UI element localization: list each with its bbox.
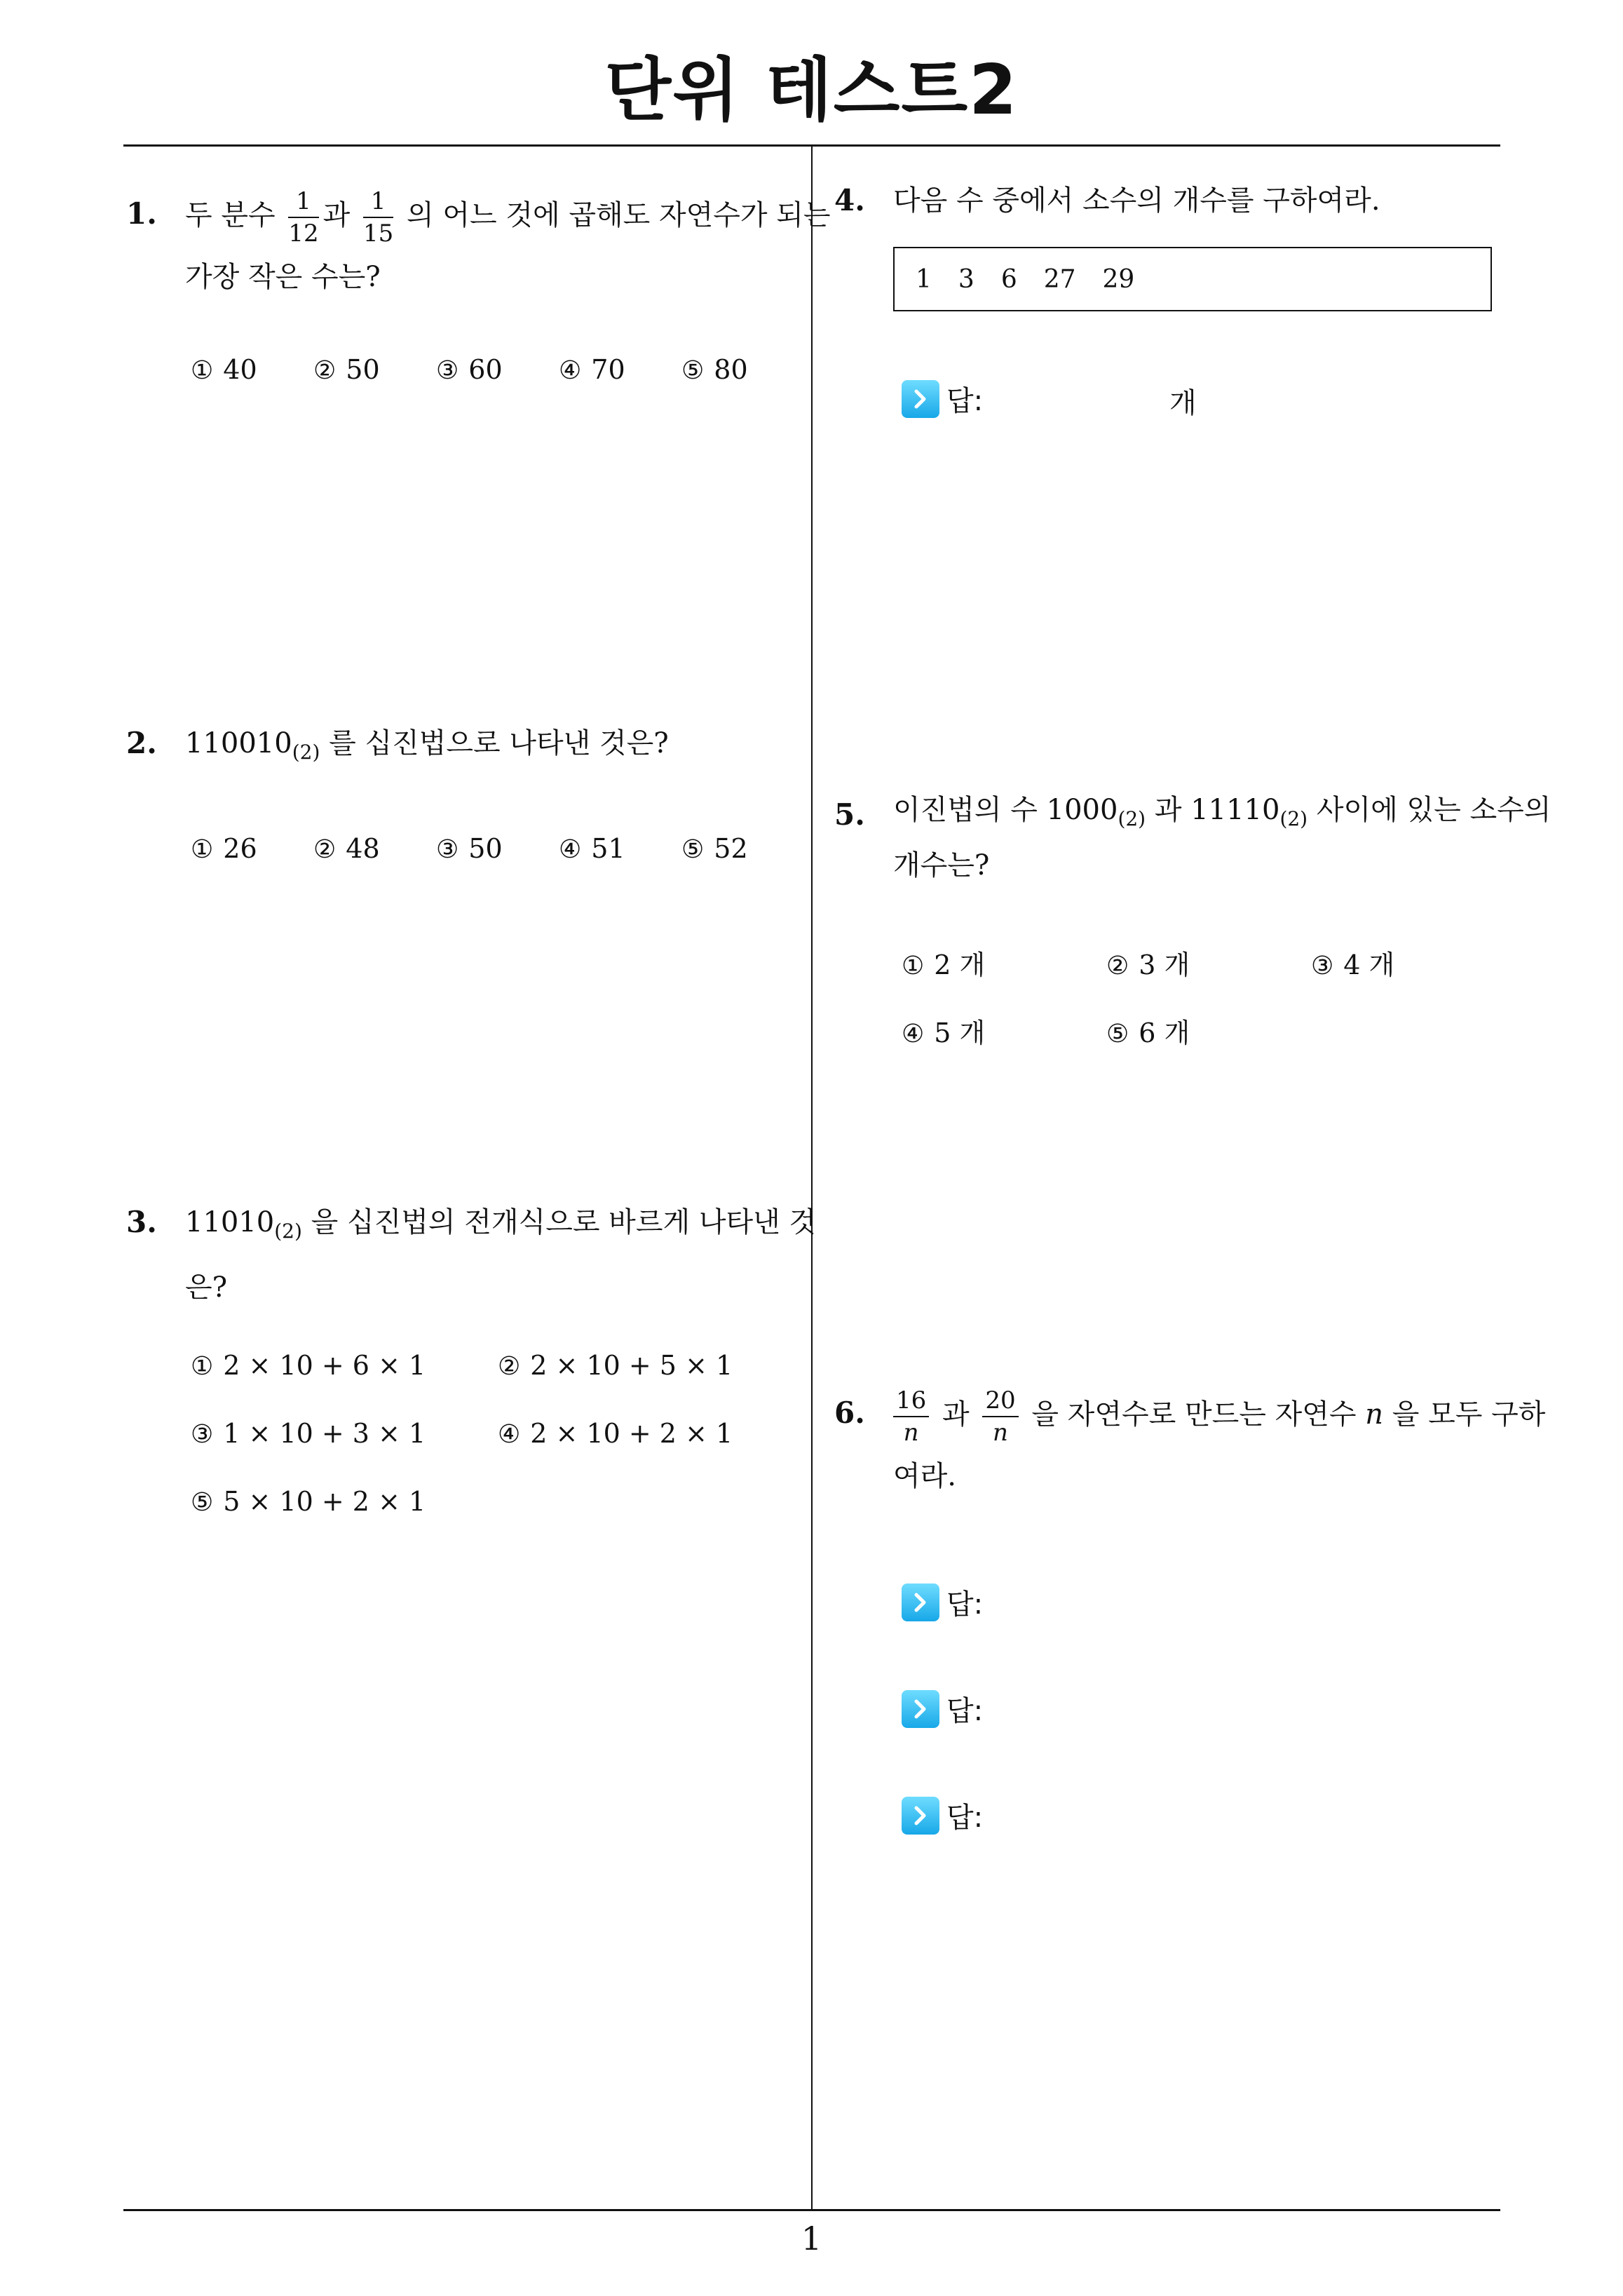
choice[interactable] [681, 354, 748, 385]
text-segment: 를 십진법으로 나타낸 것은? [329, 727, 669, 759]
answer-label: 답: [946, 1695, 984, 1727]
marker: ⑤ [191, 1488, 214, 1517]
numerator: 20 [982, 1385, 1018, 1417]
choice-value: 80 [714, 354, 748, 385]
numerator: 16 [893, 1385, 929, 1417]
page-title: 단위 테스트2 [604, 50, 1019, 130]
marker: ② [1106, 952, 1129, 980]
answer-field-q6-1[interactable] [902, 1582, 983, 1622]
marker: ⑤ [1106, 1020, 1129, 1048]
text-line: 여라. [893, 1460, 956, 1492]
question-number: 1. [126, 196, 157, 231]
binary-number: 110010 [185, 727, 292, 759]
choice-value: 4 개 [1343, 950, 1395, 980]
box-value: 29 [1102, 264, 1135, 294]
choice[interactable] [1106, 1011, 1190, 1050]
base-subscript: (2) [1118, 807, 1146, 830]
question-text [185, 186, 831, 305]
marker: ① [902, 952, 925, 980]
numerator: 1 [363, 186, 393, 218]
choice-value: 2 × 10 + 6 × 1 [223, 1350, 426, 1381]
marker: ⑤ [681, 835, 705, 864]
text-line: 개수는? [893, 849, 990, 882]
choice[interactable] [191, 1418, 426, 1449]
question-text [893, 173, 1380, 229]
choice[interactable] [902, 943, 985, 982]
choice[interactable] [191, 833, 257, 864]
fraction [982, 1385, 1018, 1448]
question-text [185, 1194, 816, 1316]
text-segment: 과 [942, 1398, 970, 1431]
choice[interactable] [191, 354, 257, 385]
choice-value: 70 [591, 354, 625, 385]
marker: ④ [559, 356, 582, 385]
choice[interactable] [191, 1486, 426, 1517]
arrow-right-icon [902, 1583, 939, 1621]
choice-value: 2 × 10 + 2 × 1 [530, 1418, 733, 1449]
column-divider [811, 144, 813, 2210]
text-segment: 을 모두 구하 [1392, 1398, 1546, 1431]
question-number: 6. [834, 1396, 865, 1430]
marker: ① [191, 356, 214, 385]
marker: ② [313, 835, 337, 864]
box-value: 27 [1043, 264, 1076, 294]
text-segment: 을 십진법의 전개식으로 바르게 나타낸 것 [311, 1206, 817, 1238]
fraction [893, 1385, 929, 1448]
question-number: 2. [126, 726, 157, 760]
answer-field-q6-2[interactable] [902, 1689, 983, 1729]
marker: ① [191, 835, 214, 864]
text-line: 가장 작은 수는? [185, 261, 381, 293]
fraction [363, 186, 393, 249]
choice[interactable] [498, 1350, 733, 1381]
bottom-rule [123, 2209, 1500, 2211]
marker: ③ [436, 356, 459, 385]
text-segment: 의 어느 것에 곱해도 자연수가 되는 [406, 199, 831, 231]
box-value: 1 [916, 264, 932, 294]
variable: n [1365, 1398, 1383, 1431]
choice-value: 51 [591, 833, 625, 864]
choice-value: 60 [468, 354, 503, 385]
marker: ③ [436, 835, 459, 864]
question-number: 5. [834, 797, 865, 832]
marker: ⑤ [681, 356, 705, 385]
choice-value: 50 [346, 354, 380, 385]
denominator: n [903, 1419, 919, 1447]
choice-value: 40 [223, 354, 257, 385]
choice[interactable] [559, 833, 625, 864]
choice-value: 2 개 [934, 950, 986, 980]
choice-value: 5 개 [934, 1018, 986, 1048]
answer-field-q4[interactable] [902, 379, 983, 419]
choice[interactable] [436, 354, 503, 385]
marker: ④ [559, 835, 582, 864]
choice[interactable] [436, 833, 503, 864]
choice-value: 6 개 [1139, 1018, 1190, 1048]
answer-label: 답: [946, 1802, 984, 1834]
question-text [893, 787, 1551, 889]
marker: ① [191, 1352, 214, 1381]
base-subscript: (2) [292, 741, 320, 764]
choice-value: 1 × 10 + 3 × 1 [223, 1418, 426, 1449]
answer-label: 답: [946, 385, 984, 417]
binary-number: 1000 [1046, 794, 1118, 826]
answer-unit: 개 [1169, 387, 1197, 419]
text-segment: 사이에 있는 소수의 [1316, 794, 1551, 826]
denominator: n [993, 1419, 1008, 1447]
marker: ③ [1311, 952, 1334, 980]
text-segment: 두 분수 [185, 199, 276, 231]
choice-value: 5 × 10 + 2 × 1 [223, 1486, 426, 1517]
choice[interactable] [191, 1350, 426, 1381]
box-value: 6 [1000, 264, 1017, 294]
choice-value: 2 × 10 + 5 × 1 [530, 1350, 733, 1381]
answer-label: 답: [946, 1588, 984, 1621]
choice[interactable] [498, 1418, 733, 1449]
text-line: 은? [185, 1271, 228, 1304]
text-line: 다음 수 중에서 소수의 개수를 구하여라. [893, 184, 1380, 217]
box-value: 3 [958, 264, 975, 294]
page-number: 1 [801, 2220, 822, 2257]
marker: ② [313, 356, 337, 385]
choice[interactable] [559, 354, 625, 385]
base-subscript: (2) [274, 1220, 302, 1243]
answer-field-q6-3[interactable] [902, 1795, 983, 1835]
marker: ② [498, 1352, 521, 1381]
numerator: 1 [288, 186, 318, 218]
marker: ④ [498, 1420, 521, 1449]
base-subscript: (2) [1279, 807, 1308, 830]
question-text [185, 715, 669, 781]
text-segment: 을 자연수로 만드는 자연수 [1031, 1398, 1357, 1431]
denominator: 12 [288, 220, 319, 248]
choice[interactable] [681, 833, 748, 864]
binary-number: 11110 [1190, 794, 1280, 826]
choice-value: 50 [468, 833, 503, 864]
choice-value: 3 개 [1139, 950, 1190, 980]
marker: ③ [191, 1420, 214, 1449]
denominator: 15 [362, 220, 394, 248]
arrow-right-icon [902, 380, 939, 418]
text-segment: 과 [1154, 794, 1182, 826]
marker: ④ [902, 1020, 925, 1048]
choice[interactable] [313, 354, 380, 385]
choice-value: 48 [346, 833, 380, 864]
question-text [893, 1385, 1545, 1504]
choice[interactable] [1311, 943, 1394, 982]
choice-value: 26 [223, 833, 257, 864]
question-number: 3. [126, 1205, 157, 1239]
choice[interactable] [1106, 943, 1190, 982]
choice[interactable] [313, 833, 380, 864]
text-segment: 과 [322, 199, 351, 231]
choice[interactable] [902, 1011, 985, 1050]
number-box [893, 247, 1492, 311]
arrow-right-icon [902, 1797, 939, 1835]
question-number: 4. [834, 183, 865, 217]
fraction [288, 186, 318, 249]
binary-number: 11010 [185, 1206, 275, 1238]
text-segment: 이진법의 수 [893, 794, 1038, 826]
arrow-right-icon [902, 1690, 939, 1728]
choice-value: 52 [714, 833, 748, 864]
